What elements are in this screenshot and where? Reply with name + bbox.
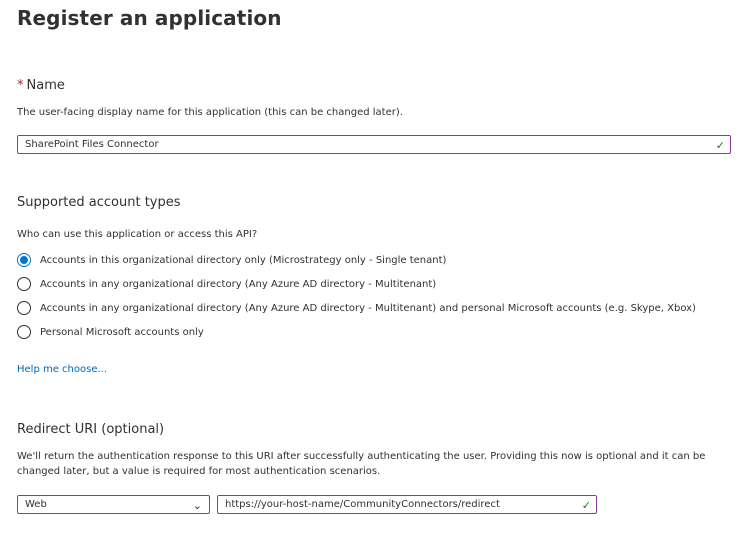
name-label-text: Name xyxy=(26,78,65,93)
radio-option-label: Personal Microsoft accounts only xyxy=(40,326,204,338)
redirect-description-line2: changed later, but a value is required for most authentication scenarios. xyxy=(17,466,381,477)
radio-option-label: Accounts in any organizational directory (Any Azure AD directory - Multitenant) xyxy=(40,278,437,290)
radio-button-icon[interactable] xyxy=(17,301,31,315)
account-types-label: Supported account types xyxy=(17,195,181,210)
radio-button-icon[interactable] xyxy=(17,277,31,291)
redirect-description-line1: We'll return the authentication response to this URI after successfully authenticating the user. Providing this now is optional and it can be xyxy=(17,451,706,462)
redirect-uri-value: https://your-host-name/CommunityConnectors/redirect xyxy=(225,499,500,510)
chevron-down-icon[interactable]: ⌄ xyxy=(192,499,202,512)
redirect-uri-input[interactable] xyxy=(217,495,597,514)
name-description: The user-facing display name for this application (this can be changed later). xyxy=(17,107,403,118)
name-label xyxy=(17,78,65,93)
redirect-uri-label: Redirect URI (optional) xyxy=(17,422,165,437)
help-me-choose-link[interactable]: Help me choose... xyxy=(17,364,108,375)
checkmark-icon: ✓ xyxy=(715,139,725,152)
name-input-value: SharePoint Files Connector xyxy=(25,139,159,150)
radio-option-label: Accounts in this organizational directory only (Microstrategy only - Single tenant) xyxy=(40,254,447,266)
radio-option-label: Accounts in any organizational directory (Any Azure AD directory - Multitenant) and personal Microsoft accounts (e.g. Skype, Xbox) xyxy=(40,302,696,314)
radio-option-personal[interactable] xyxy=(17,324,204,340)
radio-option-multitenant-personal[interactable] xyxy=(17,300,696,316)
account-types-question: Who can use this application or access this API? xyxy=(17,229,258,240)
radio-option-single-tenant[interactable] xyxy=(17,252,446,268)
radio-button-icon[interactable] xyxy=(17,253,31,267)
name-input[interactable] xyxy=(17,135,731,154)
checkmark-icon: ✓ xyxy=(581,499,591,512)
page-title: Register an application xyxy=(17,6,282,30)
platform-select-value: Web xyxy=(25,499,47,510)
radio-button-icon[interactable] xyxy=(17,325,31,339)
radio-option-multitenant[interactable] xyxy=(17,276,436,292)
required-mark: * xyxy=(17,78,24,93)
platform-select[interactable] xyxy=(17,495,210,514)
